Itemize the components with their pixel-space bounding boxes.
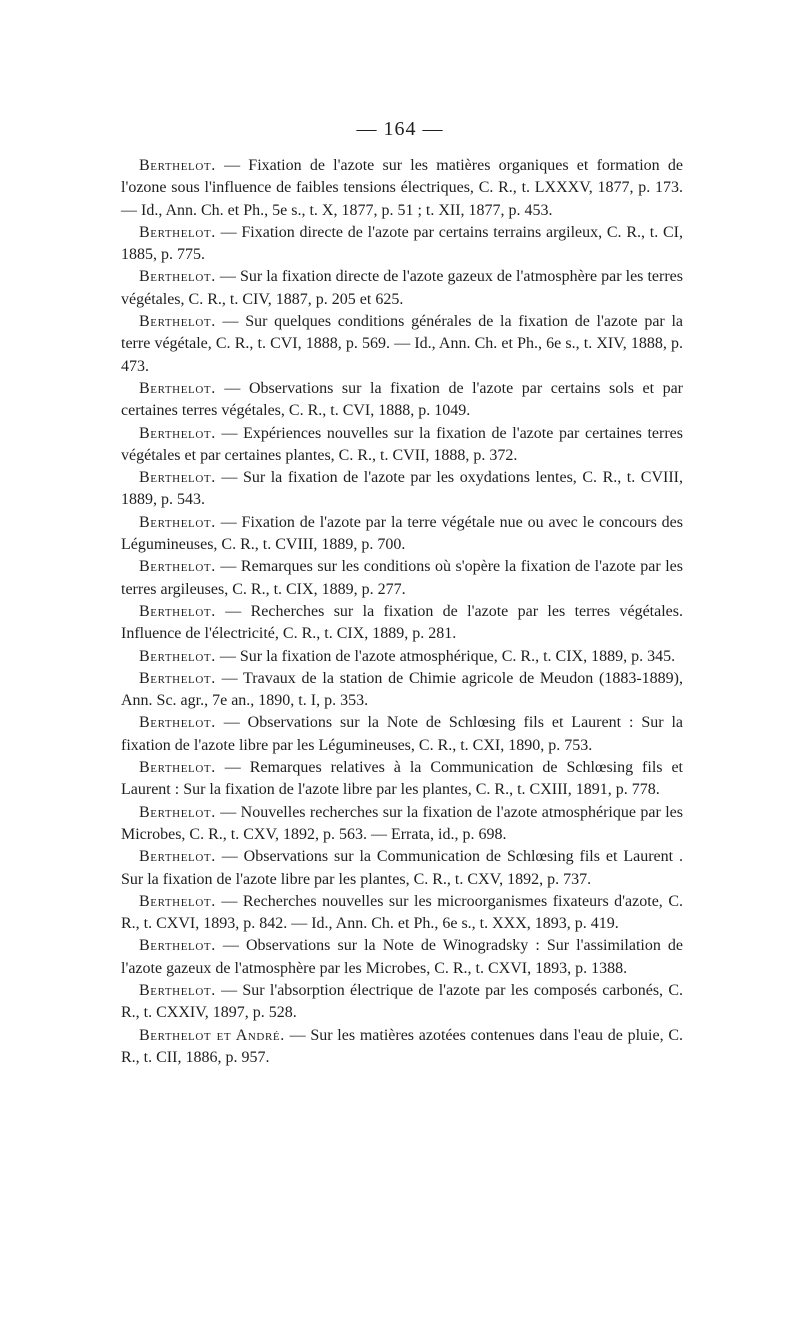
bibliography-entry (121, 802, 683, 847)
bibliography-entry (121, 980, 683, 1025)
entry-author: Berthelot. (139, 981, 216, 999)
bibliography-entry (121, 1025, 683, 1070)
bibliography-entry (121, 512, 683, 557)
entry-text: — Travaux de la station de Chimie agricole de Meudon (1883-1889), Ann. Sc. agr., 7e an., 1890, t. I, p. 353. (121, 669, 683, 710)
entry-text: — Remarques relatives à la Communication de Schlœsing fils et Laurent : Sur la fixation de l'azote libre par les plantes, C. R., t. CXIII, 1891, p. 778. (121, 759, 683, 799)
entry-text: — Sur quelques conditions générales de la fixation de l'azote par la terre végétale, C. R., t. CVI, 1888, p. 569. — Id., Ann. Ch. et Ph., 6e s., t. XIV, 1888, p. 473. (121, 313, 683, 375)
entry-author: Berthelot. (139, 937, 216, 955)
bibliography-entry (121, 378, 683, 423)
bibliography-entry (121, 891, 683, 936)
entry-author: Berthelot. (139, 558, 216, 576)
entry-author: Berthelot. (139, 223, 216, 241)
entry-author: Berthelot. (139, 892, 216, 910)
bibliography-entry (121, 646, 683, 668)
entry-text: — Observations sur la Note de Winogradsky : Sur l'assimilation de l'azote gazeux de l'atmosphère par les Microbes, C. R., t. CXVI, 1893, p. 1388. (121, 937, 683, 977)
entry-text: — Fixation directe de l'azote par certains terrains argileux, C. R., t. CI, 1885, p. 775. (121, 223, 683, 264)
page-number: — 164 — (356, 118, 444, 140)
entry-text: — Observations sur la Note de Schlœsing fils et Laurent : Sur la fixation de l'azote libre par les Légumineuses, C. R., t. CXI, 1890, p. 753. (121, 714, 683, 754)
entry-text: — Observations sur la Communication de Schlœsing fils et Laurent . Sur la fixation de l'azote libre par les plantes, C. R., t. CXV, 1892, p. 737. (121, 848, 683, 888)
bibliography-entry (121, 266, 683, 311)
bibliography-entry (121, 222, 683, 267)
bibliography-entry (121, 712, 683, 757)
entry-text: — Remarques sur les conditions où s'opère la fixation de l'azote par les terres argileuses, C. R., t. CIX, 1889, p. 277. (121, 558, 683, 598)
entry-author: Berthelot. (139, 803, 216, 821)
bibliography-entry (121, 556, 683, 601)
entry-text: — Observations sur la fixation de l'azote par certains sols et par certaines terres végétales, C. R., t. CVI, 1888, p. 1049. (121, 379, 683, 420)
bibliography-entry (121, 601, 683, 646)
entry-text: — Fixation de l'azote par la terre végétale nue ou avec le concours des Légumineuses, C. R., t. CVIII, 1889, p. 700. (121, 513, 683, 554)
bibliography-entry (121, 668, 683, 713)
entry-author: Berthelot. (139, 714, 216, 732)
bibliography-entry (121, 757, 683, 802)
entry-author: Berthelot. (139, 469, 216, 487)
entry-author: Berthelot. (139, 513, 216, 531)
entry-text: — Sur la fixation directe de l'azote gazeux de l'atmosphère par les terres végétales, C. R., t. CIV, 1887, p. 205 et 625. (121, 268, 683, 308)
entry-author: Berthelot. (139, 602, 216, 620)
entry-author: Berthelot. (139, 313, 216, 331)
entry-text: — Fixation de l'azote sur les matières organiques et formation de l'ozone sous l'influence de faibles tensions électriques, C. R., t. LXXXV, 1877, p. 173. — Id., Ann. Ch. et Ph., 5e s., t. X, 1877, p. 51 ; t. XII, 1877, p. 453. (121, 157, 683, 219)
entry-author: Berthelot. (139, 848, 216, 866)
entry-text: — Nouvelles recherches sur la fixation de l'azote atmosphérique par les Microbes, C. R., t. CXV, 1892, p. 563. — Errata, id., p. 698. (121, 803, 683, 843)
entry-author: Berthelot. (139, 157, 216, 174)
entry-text: — Recherches nouvelles sur les microorganismes fixateurs d'azote, C. R., t. CXVI, 1893, p. 842. — Id., Ann. Ch. et Ph., 6e s., t. XXX, 1893, p. 419. (121, 892, 683, 933)
bibliography-entry (121, 467, 683, 512)
bibliography-entry (121, 846, 683, 891)
entry-author: Berthelot. (139, 379, 216, 397)
entry-text: — Expériences nouvelles sur la fixation de l'azote par certaines terres végétales et par certaines plantes, C. R., t. CVII, 1888, p. 372. (121, 424, 683, 464)
entry-author: Berthelot. (139, 647, 216, 665)
entry-text: — Sur la fixation de l'azote par les oxydations lentes, C. R., t. CVIII, 1889, p. 543. (121, 469, 683, 509)
bibliography-entry (121, 423, 683, 468)
bibliography-entry (121, 935, 683, 980)
entry-author: Berthelot. (139, 759, 216, 777)
bibliography-entry (121, 311, 683, 378)
bibliography-list (121, 155, 683, 1069)
entry-text: — Sur les matières azotées contenues dans l'eau de pluie, C. R., t. CII, 1886, p. 957. (121, 1026, 684, 1066)
entry-author: Berthelot. (139, 669, 216, 687)
entry-author: Berthelot et André. (139, 1026, 285, 1044)
entry-text: — Sur l'absorption électrique de l'azote par les composés carbonés, C. R., t. CXXIV, 1897, p. 528. (121, 981, 683, 1022)
bibliography-entry (121, 155, 683, 222)
entry-text: — Sur la fixation de l'azote atmosphérique, C. R., t. CIX, 1889, p. 345. (215, 647, 676, 665)
entry-author: Berthelot. (139, 424, 216, 442)
entry-text: — Recherches sur la fixation de l'azote par les terres végétales. Influence de l'électricité, C. R., t. CIX, 1889, p. 281. (121, 602, 683, 643)
entry-author: Berthelot. (139, 268, 216, 286)
